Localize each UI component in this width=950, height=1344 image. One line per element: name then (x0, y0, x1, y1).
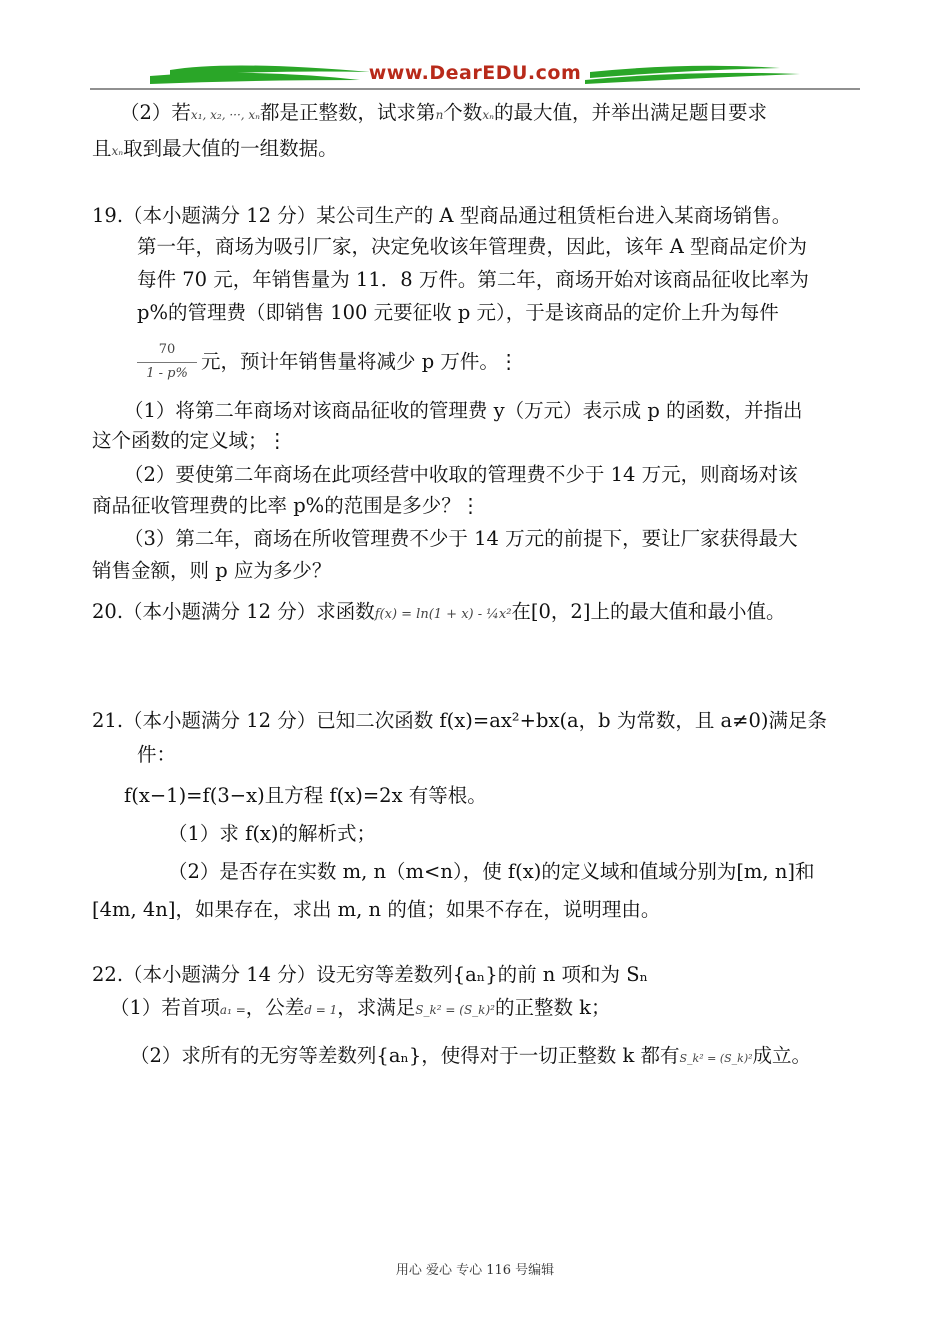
q21-line1: 21.（本小题满分 12 分）已知二次函数 f(x)=ax²+bx(a，b 为常数，且 a≠0)满足条 (92, 709, 828, 732)
q19-part1-line2: 这个函数的定义域；⋮ (92, 429, 288, 452)
q19-part2-line2: 商品征收管理费的比率 p%的范围是多少？⋮ (92, 494, 481, 517)
q21-part2-line1: （2）是否存在实数 m, n（m<n），使 f(x)的定义域和值域分别为[m, n]和 (168, 860, 815, 883)
q19-part1-line1: （1）将第二年商场对该商品征收的管理费 y（万元）表示成 p 的函数，并指出 (124, 399, 803, 422)
page-footer: 用心 爱心 专心 116 号编辑 (395, 1263, 555, 1278)
q19-line1: 19.（本小题满分 12 分）某公司生产的 A 型商品通过租赁柜台进入某商场销售。 (92, 204, 792, 227)
q19-line5: 元，预计年销售量将减少 p 万件。⋮ (201, 350, 519, 373)
q22-part2: （2）求所有的无穷等差数列{aₙ}，使得对于一切正整数 k 都有S_k² = (S_k)²成立。 (130, 1044, 812, 1067)
q21-part1: （1）求 f(x)的解析式； (168, 822, 377, 845)
q21-line2: 件： (137, 743, 177, 766)
q22-part1: （1）若首项a₁ =，公差d = 1，求满足S_k² = (S_k)²的正整数 k； (110, 996, 611, 1019)
q19-line3: 每件 70 元，年销售量为 11．8 万件。第二年，商场开始对该商品征收比率为 (137, 268, 809, 291)
q22-line1: 22.（本小题满分 14 分）设无穷等差数列{aₙ}的前 n 项和为 Sₙ (92, 963, 649, 986)
q21-part2-line2: [4m, 4n]，如果存在，求出 m, n 的值；如果不存在，说明理由。 (92, 898, 661, 921)
q18-part2-line1: （2）若x₁, x₂, ···, xₙ都是正整数，试求第n个数xₙ的最大值，并举出满足题目要求 (120, 101, 767, 124)
q19-part2-line1: （2）要使第二年商场在此项经营中收取的管理费不少于 14 万元，则商场对该 (124, 463, 798, 486)
q19-line4: p%的管理费（即销售 100 元要征收 p 元），于是该商品的定价上升为每件 (137, 301, 779, 324)
q19-part3-line2: 销售金额，则 p 应为多少？ (92, 559, 332, 582)
q19-part3-line1: （3）第二年，商场在所收管理费不少于 14 万元的前提下，要让厂家获得最大 (124, 527, 798, 550)
q20-line: 20.（本小题满分 12 分）求函数f(x) = ln(1 + x) - ¼x²在[0，2]上的最大值和最小值。 (92, 600, 786, 623)
q18-part2-line2: 且xₙ取到最大值的一组数据。 (92, 137, 338, 160)
page-header (90, 58, 860, 92)
q21-line3: f(x−1)=f(3−x)且方程 f(x)=2x 有等根。 (124, 784, 487, 807)
price-fraction: 70 1 - p% (137, 340, 199, 386)
q19-line2: 第一年，商场为吸引厂家，决定免收该年管理费，因此，该年 A 型商品定价为 (137, 235, 807, 258)
site-logo[interactable]: www.DearEDU.com (368, 62, 582, 84)
